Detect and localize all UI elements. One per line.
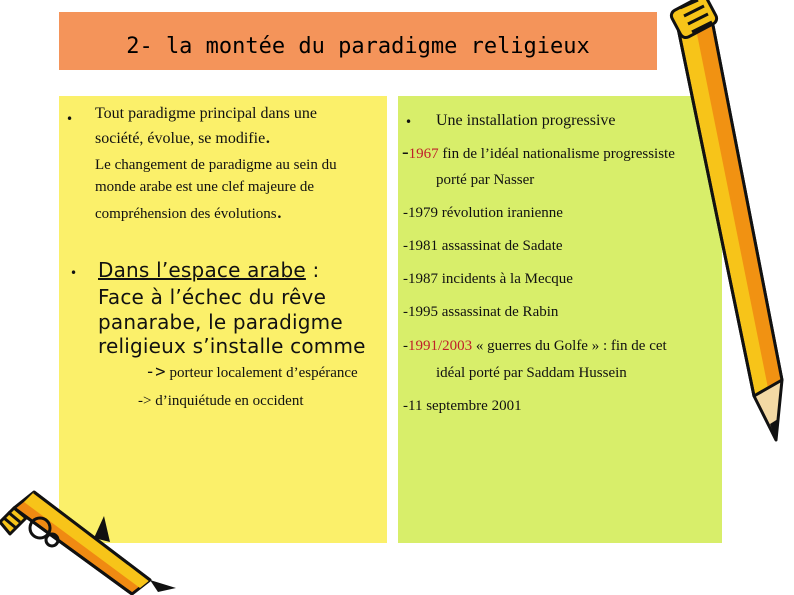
left-b1-line4: monde arabe est une clef majeure de xyxy=(95,179,315,195)
right-item-5: -1995 assassinat de Rabin xyxy=(403,304,559,320)
left-b2-line3: panarabe, le paradigme xyxy=(98,310,343,334)
left-bullet-1: • xyxy=(66,112,74,126)
left-b2-line2: Face à l’échec du rêve xyxy=(98,285,327,309)
title-bar xyxy=(59,12,657,70)
right-item-6-cont: idéal porté par Saddam Hussein xyxy=(436,365,627,381)
left-bullet-2: • xyxy=(70,266,78,280)
left-b1-line5: compréhension des évolutions. xyxy=(95,198,283,223)
left-b2-heading: Dans l’espace arabe : xyxy=(98,258,320,282)
right-item-3: -1981 assassinat de Sadate xyxy=(403,238,563,254)
right-item-6: -1991/2003 « guerres du Golfe » : fin de cet xyxy=(403,338,667,354)
left-b2-line5: -> porteur localement d’espérance xyxy=(145,362,358,382)
left-b2-line4: religieux s’installe comme xyxy=(98,334,366,358)
right-item-2: -1979 révolution iranienne xyxy=(403,205,563,221)
left-b1-line2: société, évolue, se modifie. xyxy=(95,123,271,148)
right-heading: Une installation progressive xyxy=(436,112,616,129)
right-item-4: -1987 incidents à la Mecque xyxy=(403,271,573,287)
pencil-top-right-icon xyxy=(650,0,794,450)
slide-title: 2- la montée du paradigme religieux xyxy=(126,34,590,59)
right-item-1: -1967 fin de l’idéal nationalisme progressiste xyxy=(402,141,675,163)
left-b1-line1: Tout paradigme principal dans une xyxy=(95,105,317,122)
left-b2-line6: -> d’inquiétude en occident xyxy=(138,393,304,409)
pencil-bottom-left-icon xyxy=(0,488,180,595)
right-item-1-cont: porté par Nasser xyxy=(436,172,535,188)
left-b1-line3: Le changement de paradigme au sein du xyxy=(95,157,337,173)
right-bullet: • xyxy=(405,115,413,129)
right-item-7: -11 septembre 2001 xyxy=(403,398,522,414)
